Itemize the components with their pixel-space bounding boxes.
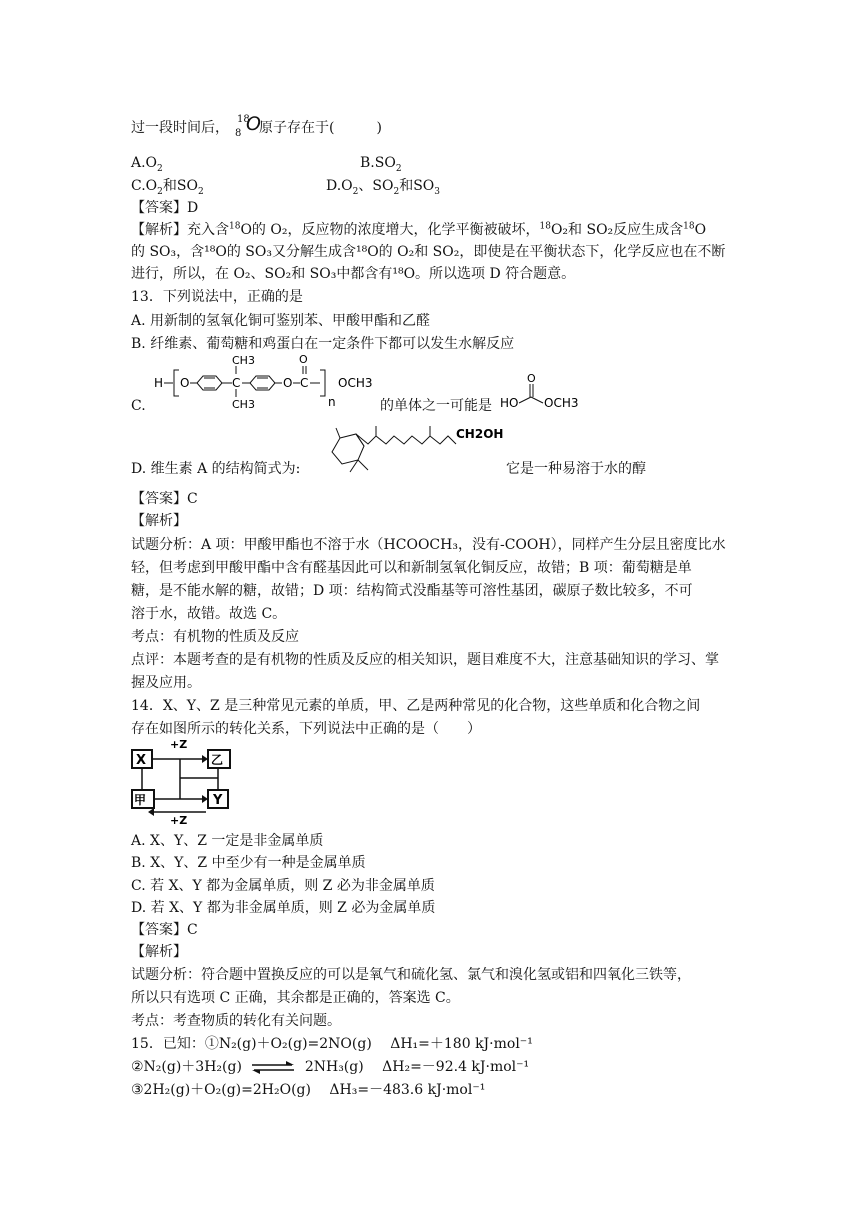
polycarbonate-structure [148, 352, 398, 414]
isotope-symbol [229, 113, 261, 139]
q14-stem-1: 14．X、Y、Z 是三种常见元素的单质，甲、乙是两种常见的化合物，这些单质和化合物之间 [131, 698, 701, 714]
q12-stem [131, 113, 382, 139]
equilibrium-arrow-icon [250, 1060, 296, 1074]
q13-stem: 13．下列说法中，正确的是 [131, 289, 303, 305]
poly-o2: O [283, 376, 293, 390]
q13-option-d-text: 它是一种易溶于水的醇 [506, 461, 646, 477]
poly-ch3-bottom: CH3 [232, 398, 255, 411]
poly-c2: C [300, 376, 309, 390]
q14-option-d: D. 若 X、Y 都为非金属单质，则 Z 必为金属单质 [131, 900, 436, 916]
monomer-structure [495, 370, 595, 418]
vitamin-a-structure [320, 420, 510, 480]
vitamin-a-ch2oh: CH2OH [456, 427, 504, 441]
q14-answer: 【答案】C [131, 922, 198, 938]
q15-stem: 15．已知：①N₂(g)＋O₂(g)=2NO(g) ΔH₁=＋180 kJ·mol⁻¹ [131, 1036, 533, 1052]
monomer-ho: HO [500, 396, 519, 410]
q15-reaction-2 [131, 1056, 529, 1078]
label-x: X [136, 753, 147, 768]
q12-option-b: $B.SO_2$ [360, 155, 402, 174]
q12-option-a: $A.O_2$ [131, 155, 163, 174]
poly-carbonyl-o: O [299, 353, 308, 366]
q13-explanation-1: 试题分析：A 项：甲酸甲酯也不溶于水（HCOOCH₃，没有-COOH），同样产生分层且密度比水 [131, 537, 726, 553]
q15-reaction-2-left: ②N₂(g)＋3H₂(g) [131, 1059, 242, 1075]
q12-option-d: $D.O_2$、$SO_2$和$SO_3$ [326, 178, 441, 197]
label-yi: 乙 [211, 753, 224, 767]
label-z-bottom: +Z [170, 814, 188, 824]
q12-stem-a: 过一段时间后， [131, 120, 229, 136]
q13-answer: 【答案】C [131, 491, 198, 507]
label-z-top: +Z [170, 738, 188, 751]
q12-explanation-3: 进行，所以，在 O₂、SO₂和 SO₃中都含有¹⁸O。所以选项 D 符合题意。 [131, 266, 576, 282]
q15-reaction-2-right: 2NH₃(g) ΔH₂=－92.4 kJ·mol⁻¹ [304, 1059, 530, 1075]
q13-explanation-3: 糖，是不能水解的糖，故错；D 项：结构简式没酯基等可溶性基团，碳原子数比较多，不可 [131, 583, 693, 599]
poly-c: C [232, 376, 241, 390]
q13-option-c-label: C. [131, 398, 146, 414]
q14-explanation-2: 所以只有选项 C 正确，其余都是正确的，答案选 C。 [131, 990, 460, 1006]
poly-och3: OCH3 [338, 376, 373, 390]
poly-ch3-top: CH3 [232, 354, 255, 367]
isotope-number: 8 [235, 128, 242, 139]
poly-n: n [328, 395, 336, 409]
q14-stem-2: 存在如图所示的转化关系，下列说法中正确的是（ ） [131, 721, 481, 737]
poly-h: H [154, 376, 164, 390]
q15-reaction-3: ③2H₂(g)＋O₂(g)=2H₂O(g) ΔH₃=－483.6 kJ·mol⁻¹ [131, 1082, 486, 1098]
conversion-diagram [130, 738, 240, 824]
q13-explanation-4: 溶于水，故错。故选 C。 [131, 606, 287, 622]
q13-explanation-2: 轻，但考虑到甲酸甲酯中含有醛基因此可以和新制氢氧化铜反应，故错；B 项：葡萄糖是单 [131, 560, 692, 576]
q14-explanation-1: 试题分析：符合题中置换反应的可以是氧气和硫化氢、氯气和溴化氢或铝和四氧化三铁等， [131, 967, 691, 983]
q13-analysis-title: 【解析】 [131, 513, 187, 529]
monomer-carbonyl-o: O [527, 372, 536, 385]
q13-option-c-text: 的单体之一可能是 [380, 398, 492, 414]
q13-option-a: A. 用新制的氢氧化铜可鉴别苯、甲酸甲酯和乙醛 [131, 313, 431, 329]
label-y: Y [213, 793, 223, 808]
q12-answer: 【答案】D [131, 200, 199, 216]
poly-o: O [180, 376, 190, 390]
label-jia: 甲 [134, 793, 147, 807]
q14-option-c: C. 若 X、Y 都为金属单质，则 Z 必为非金属单质 [131, 878, 435, 894]
q13-option-d-label: D. 维生素 A 的结构简式为: [131, 461, 301, 477]
q14-option-a: A. X、Y、Z 一定是非金属单质 [131, 833, 324, 849]
q14-point: 考点：考查物质的转化有关问题。 [131, 1013, 341, 1029]
q13-comment-1: 点评：本题考查的是有机物的性质及反应的相关知识，题目难度不大，注意基础知识的学习、掌 [131, 652, 719, 668]
q12-stem-b: 原子存在于( ) [259, 120, 382, 136]
q13-option-b: B. 纤维素、葡萄糖和鸡蛋白在一定条件下都可以发生水解反应 [131, 336, 515, 352]
q12-option-c: $C.O_2$和$SO_2$ [131, 178, 204, 197]
isotope-element: O [246, 113, 261, 135]
q13-comment-2: 握及应用。 [131, 675, 201, 691]
q14-analysis-title: 【解析】 [131, 944, 187, 960]
monomer-och3: OCH3 [544, 396, 579, 410]
q12-explanation-1: 【解析】充入含$^{18}$O的 O₂，反应物的浓度增大，化学平衡被破坏，$^{18}$O₂和 SO₂反应生成含$^{18}$O [131, 221, 707, 238]
isotope-mass: 18 [237, 114, 250, 125]
q14-option-b: B. X、Y、Z 中至少有一种是金属单质 [131, 855, 366, 871]
q12-explanation-2: 的 SO₃，含¹⁸O的 SO₃又分解生成含¹⁸O的 O₂和 SO₂，即使是在平衡状态下，化学反应也在不断 [131, 244, 726, 260]
q13-point: 考点：有机物的性质及反应 [131, 629, 299, 645]
